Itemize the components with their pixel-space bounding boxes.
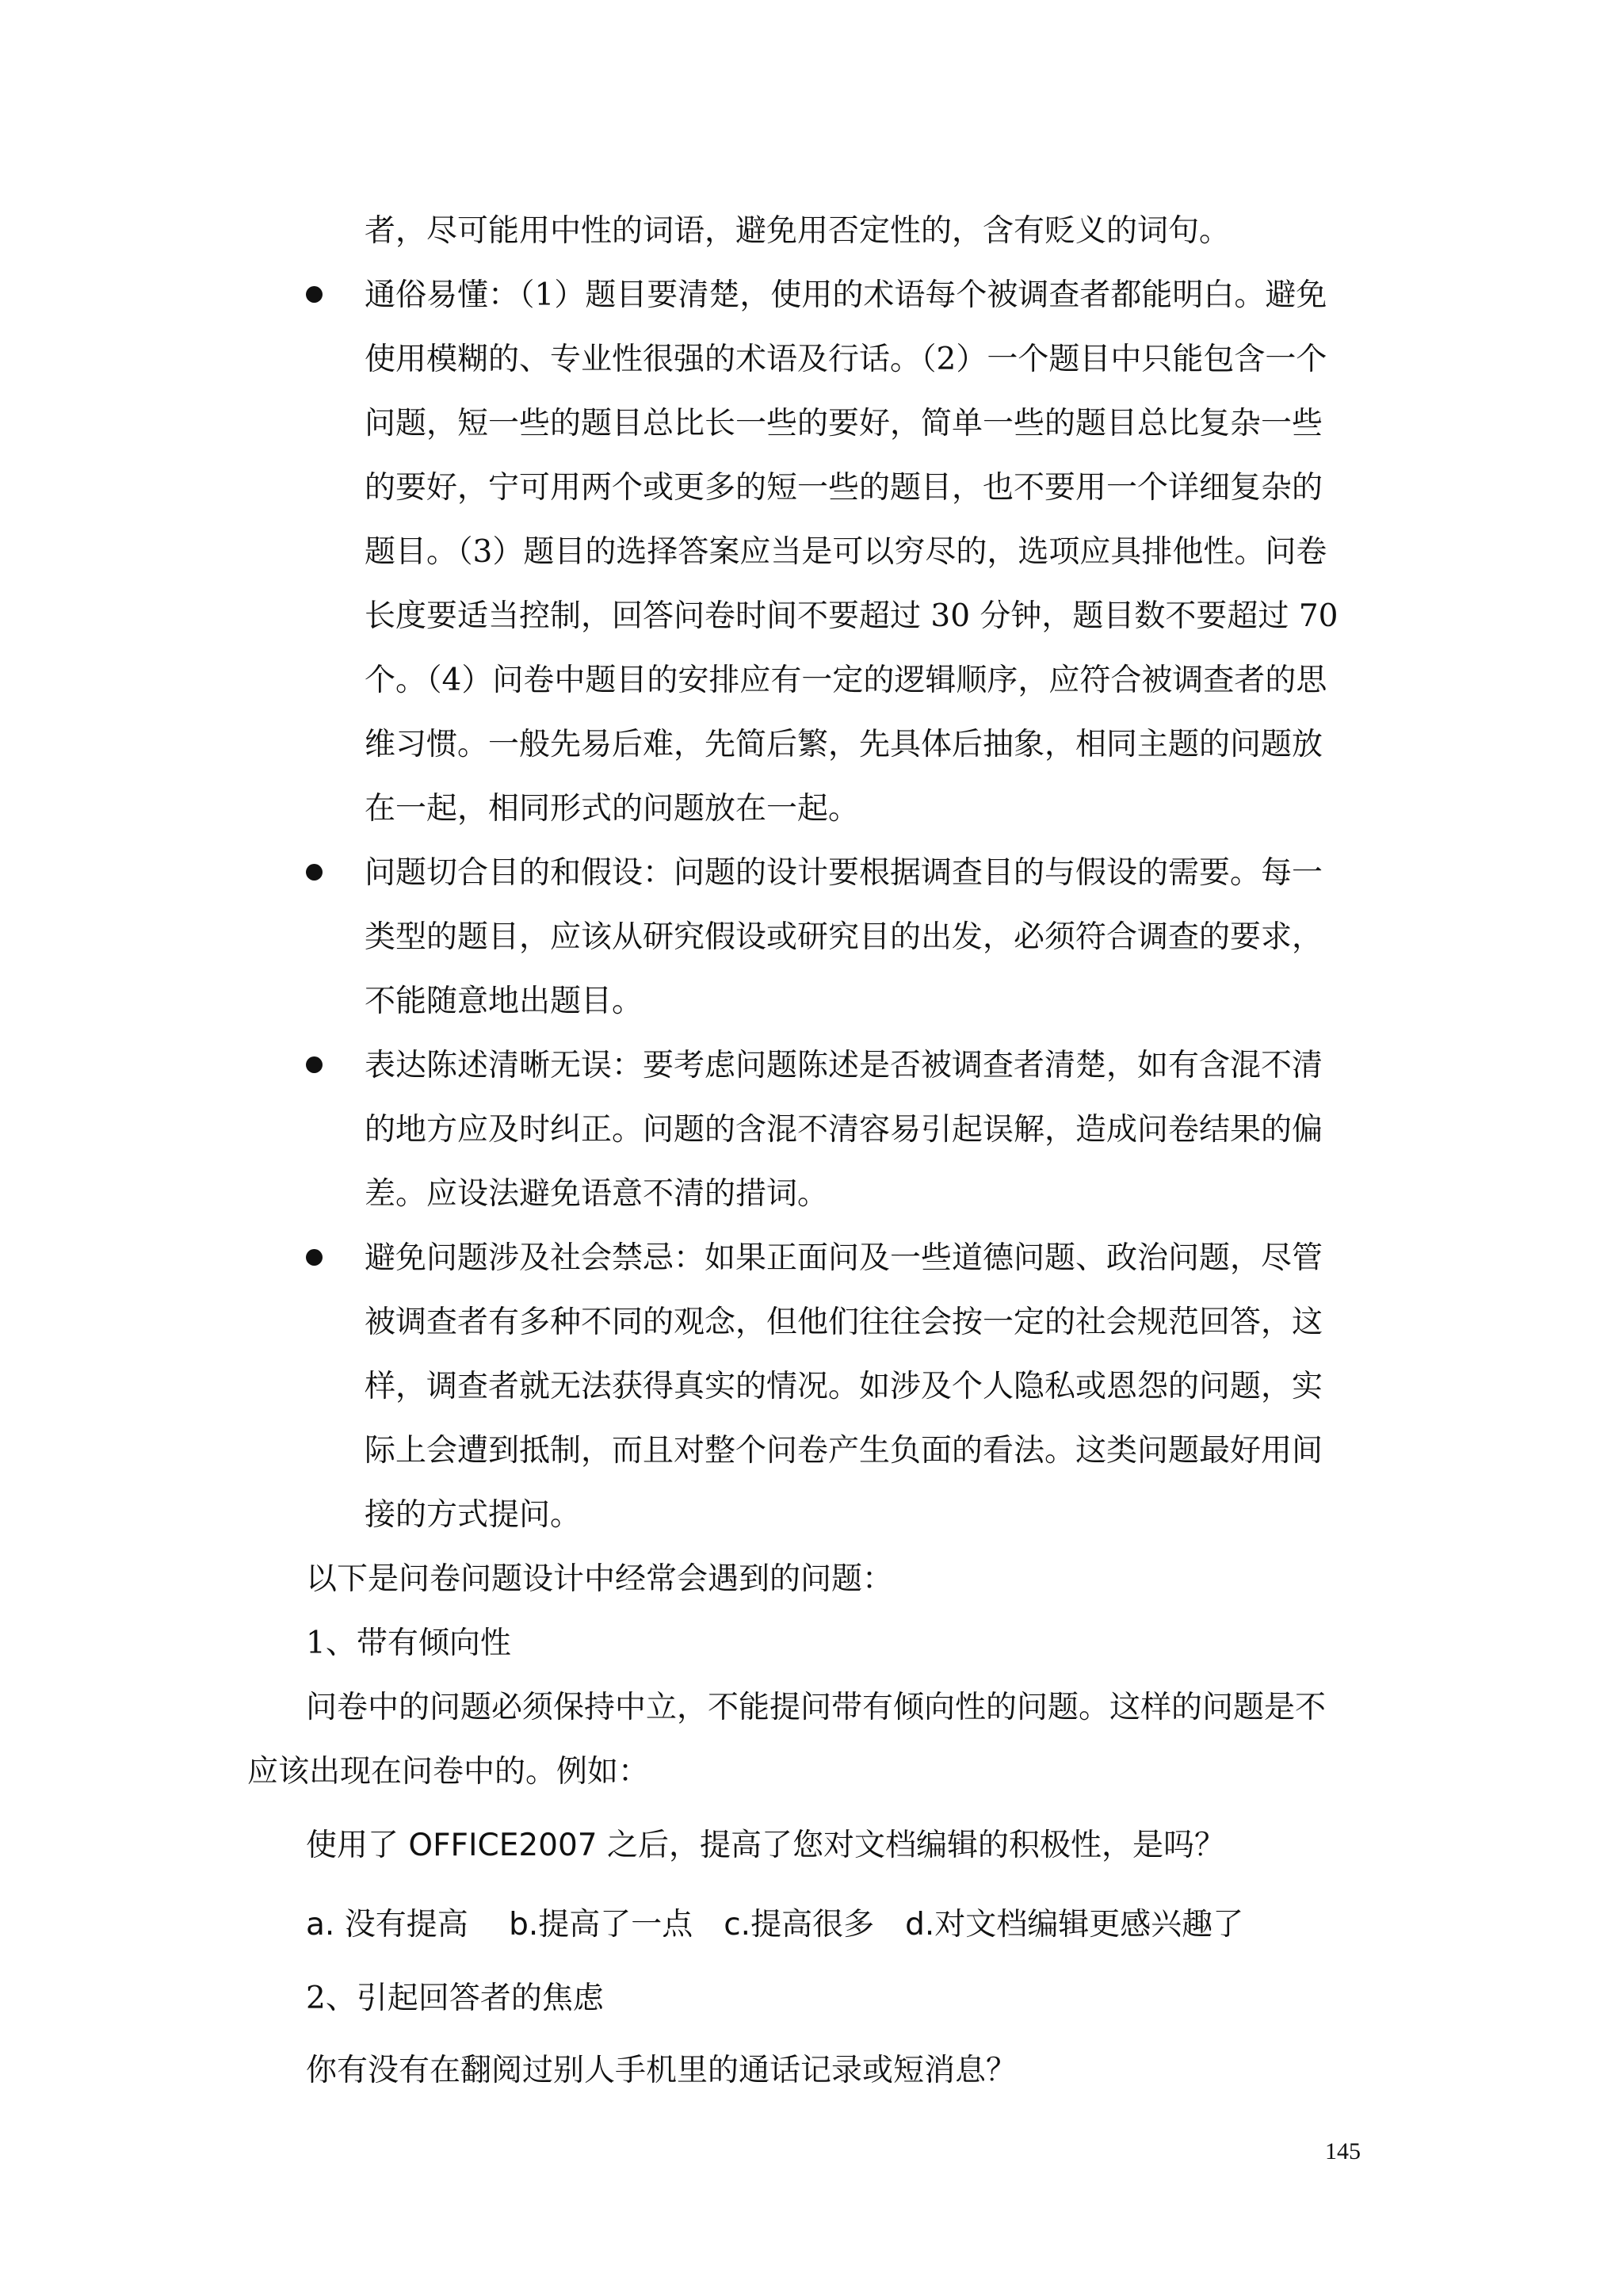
- bullet-3-line-1: 表达陈述清晰无误：要考虑问题陈述是否被调查者清楚，如有含混不清: [365, 1048, 1323, 1083]
- bullet-3-line-3: 差。应设法避免语意不清的措词。: [365, 1176, 829, 1212]
- bullet-1-line-2: 使用模糊的、专业性很强的术语及行话。（2）一个题目中只能包含一个: [365, 342, 1327, 377]
- bullet-4-line-5: 接的方式提问。: [365, 1497, 582, 1533]
- bullet-2-line-3: 不能随意地出题目。: [365, 984, 643, 1019]
- bullet-dot: [306, 864, 323, 881]
- bullet-1-line-1: 通俗易懂：（1）题目要清楚，使用的术语每个被调查者都能明白。避免: [365, 277, 1327, 313]
- bullet-4-line-1: 避免问题涉及社会禁忌：如果正面问及一些道德问题、政治问题，尽管: [365, 1240, 1323, 1276]
- bullet-4-line-4: 际上会遭到抵制，而且对整个问卷产生负面的看法。这类问题最好用间: [365, 1433, 1323, 1469]
- bullet-dot: [306, 286, 323, 303]
- paragraph-1-line-2: 应该出现在问卷中的。例如：: [247, 1754, 650, 1790]
- example-1-options: a. 没有提高 b.提高了一点 c.提高很多 d.对文档编辑更感兴趣了: [306, 1907, 1244, 1943]
- continuation-line: 者，尽可能用中性的词语，避免用否定性的，含有贬义的词句。: [365, 213, 1231, 249]
- example-1-question: 使用了 OFFICE2007 之后，提高了您对文档编辑的积极性，是吗？: [306, 1828, 1225, 1863]
- bullet-1-line-7: 个。（4）问卷中题目的安排应有一定的逻辑顺序，应符合被调查者的思: [365, 663, 1327, 698]
- bullet-2-line-2: 类型的题目，应该从研究假设或研究目的出发，必须符合调查的要求，: [365, 919, 1323, 955]
- bullet-1-line-9: 在一起，相同形式的问题放在一起。: [365, 791, 860, 827]
- intro-paragraph: 以下是问卷问题设计中经常会遇到的问题：: [306, 1561, 894, 1597]
- bullet-4-line-3: 样，调查者就无法获得真实的情况。如涉及个人隐私或恩怨的问题，实: [365, 1369, 1323, 1404]
- bullet-dot: [306, 1056, 323, 1073]
- bullet-dot: [306, 1249, 323, 1266]
- heading-1: 1、带有倾向性: [306, 1626, 511, 1661]
- bullet-1-line-6: 长度要适当控制，回答问卷时间不要超过 30 分钟，题目数不要超过 70: [365, 598, 1338, 634]
- page-number: 145: [1325, 2138, 1361, 2164]
- bullet-2-line-1: 问题切合目的和假设：问题的设计要根据调查目的与假设的需要。每一: [365, 855, 1323, 891]
- bullet-1-line-8: 维习惯。一般先易后难，先简后繁，先具体后抽象，相同主题的问题放: [365, 727, 1323, 762]
- bullet-1-line-4: 的要好，宁可用两个或更多的短一些的题目，也不要用一个详细复杂的: [365, 470, 1323, 506]
- bullet-4-line-2: 被调查者有多种不同的观念，但他们往往会按一定的社会规范回答，这: [365, 1305, 1323, 1340]
- bullet-1-line-5: 题目。（3）题目的选择答案应当是可以穷尽的，选项应具排他性。问卷: [365, 534, 1327, 570]
- bullet-1-line-3: 问题，短一些的题目总比长一些的要好，简单一些的题目总比复杂一些: [365, 406, 1323, 441]
- example-2-question: 你有没有在翻阅过别人手机里的通话记录或短消息？: [306, 2053, 1018, 2088]
- bullet-3-line-2: 的地方应及时纠正。问题的含混不清容易引起误解，造成问卷结果的偏: [365, 1112, 1323, 1148]
- heading-2: 2、引起回答者的焦虑: [306, 1981, 604, 2016]
- paragraph-1-line-1: 问卷中的问题必须保持中立，不能提问带有倾向性的问题。这样的问题是不: [306, 1690, 1327, 1725]
